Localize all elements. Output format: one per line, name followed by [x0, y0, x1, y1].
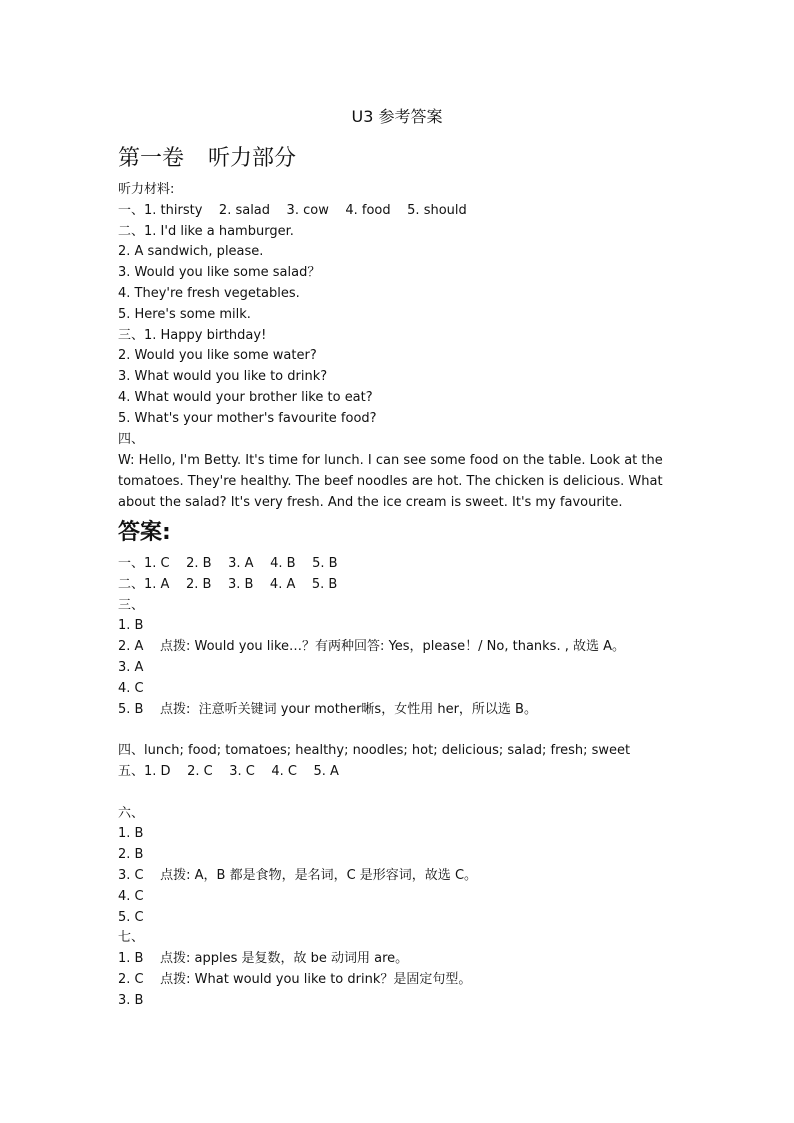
answer-line: 1. B [118, 826, 144, 842]
answer-line: 1. B 点拨: apples 是复数，故 be 动词用 are。 [118, 951, 409, 967]
answer-line: 六、 [118, 805, 145, 821]
listening-label: 听力材料: [118, 182, 175, 197]
answer-line: 3. C 点拨: A，B 都是食物，是名词，C 是形容词，故选 C。 [118, 867, 478, 883]
document-title: U3 参考答案 [351, 107, 443, 126]
blank-line [118, 783, 688, 804]
answer-line: 2. C 点拨: What would you like to drink？是固定句型。 [118, 971, 472, 987]
listening-line: 5. Here's some milk. [118, 306, 251, 322]
listening-line: 3. Would you like some salad？ [118, 265, 321, 281]
answer-line: 三、 [118, 597, 145, 613]
listening-passage: W: Hello, I'm Betty. It's time for lunch. I can see some food on the table. Look at the tomatoes. They're healthy. The beef noodles are hot. The chicken is delicious. What about the salad? It's very fresh. And the ice cream is sweet. It's my favourite. [118, 453, 663, 511]
listening-line: 二、1. I'd like a hamburger. [118, 223, 294, 239]
answer-line: 3. B [118, 992, 144, 1008]
listening-line: 四、 [118, 431, 145, 447]
listening-line: 一、1. thirsty 2. salad 3. cow 4. food 5. should [118, 202, 467, 218]
section-heading [118, 142, 296, 176]
listening-line: 2. Would you like some water? [118, 348, 317, 364]
answer-line: 二、1. A 2. B 3. B 4. A 5. B [118, 576, 338, 592]
listening-line: 三、1. Happy birthday! [118, 327, 267, 343]
listening-line: 2. A sandwich, please. [118, 244, 264, 260]
listening-line: 4. What would your brother like to eat? [118, 389, 373, 405]
answer-line: 5. C [118, 909, 144, 925]
listening-line: 4. They're fresh vegetables. [118, 285, 300, 301]
answers-heading: 答案: [118, 520, 171, 545]
listening-material [118, 180, 688, 513]
listening-line: 5. What's your mother's favourite food? [118, 410, 377, 426]
answer-line: 五、1. D 2. C 3. C 4. C 5. A [118, 763, 339, 779]
answer-line: 七、 [118, 930, 145, 946]
section-heading-part-a: 第一卷 [118, 146, 185, 171]
listening-line: 3. What would you like to drink? [118, 369, 328, 385]
answer-line: 5. B 点拨: 注意听关键词 your mother晰s，女性用 her，所以选 B。 [118, 701, 537, 717]
answer-line: 一、1. C 2. B 3. A 4. B 5. B [118, 556, 338, 571]
answer-line: 4. C [118, 888, 144, 904]
answer-line: 4. C [118, 680, 144, 696]
blank-line [118, 720, 688, 741]
answer-line: 2. B [118, 847, 144, 863]
answer-line: 2. A 点拨: Would you like…？有两种回答: Yes，please！/ No, thanks. , 故选 A。 [118, 639, 626, 655]
answers-list [118, 554, 688, 1012]
answer-line: 3. A [118, 659, 144, 675]
answer-line: 四、lunch; food; tomatoes; healthy; noodles; hot; delicious; salad; fresh; sweet [118, 743, 631, 759]
answer-line: 1. B [118, 618, 144, 634]
section-heading-part-b: 听力部分 [208, 146, 297, 171]
